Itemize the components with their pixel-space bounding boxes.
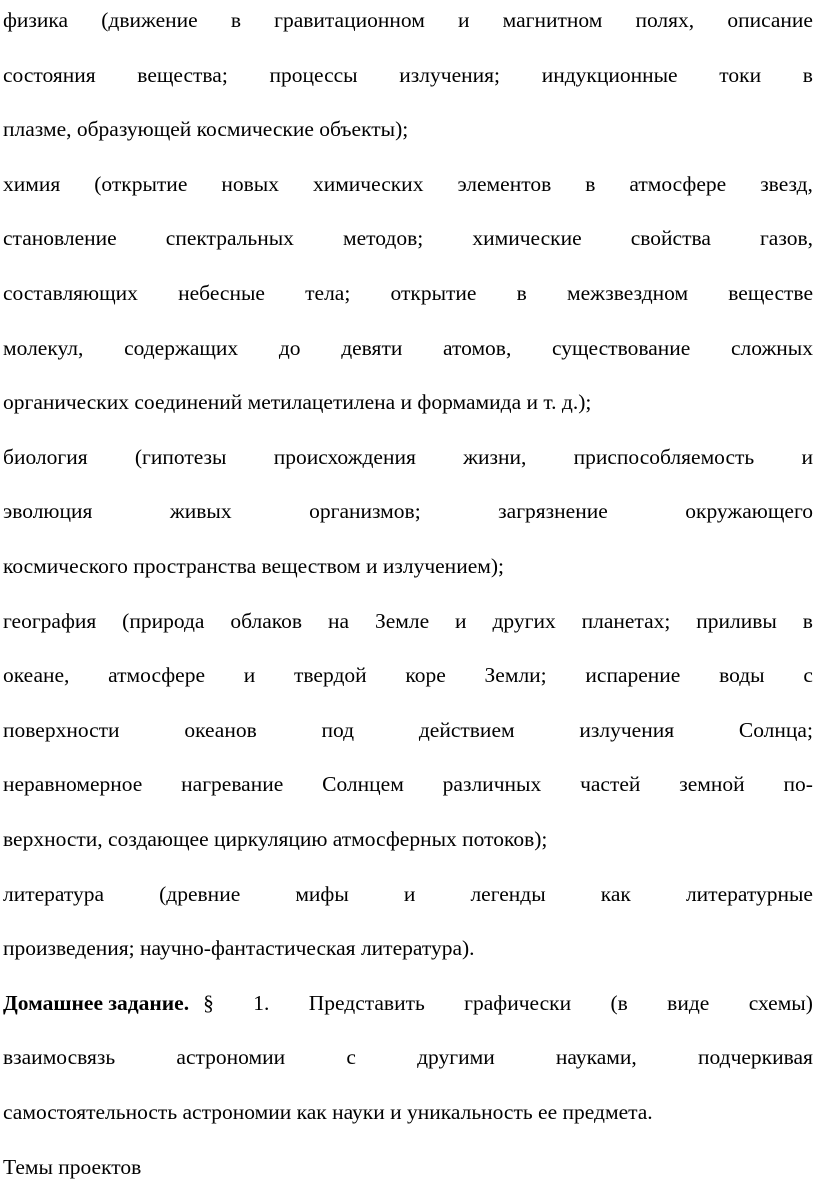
text-line: космического пространства веществом и излучением); xyxy=(3,554,504,578)
text-line: органических соединений метилацетилена и формамида и т. д.); xyxy=(3,390,592,414)
text-line: состояния вещества; процессы излучения; индукционные токи в xyxy=(3,63,813,87)
text-line: химия (открытие новых химических элементов в атмосфере звезд, xyxy=(3,172,813,196)
text-line: океане, атмосфере и твердой коре Земли; испарение воды с xyxy=(3,663,813,687)
text-line: становление спектральных методов; химические свойства газов, xyxy=(3,226,813,250)
text-line: физика (движение в гравитационном и магнитном полях, описание xyxy=(3,8,813,32)
text-line: поверхности океанов под действием излучения Солнца; xyxy=(3,718,813,742)
text-line: неравномерное нагревание Солнцем различных частей земной по- xyxy=(3,772,813,796)
projects-heading: Темы проектов xyxy=(3,1155,142,1179)
text-line: география (природа облаков на Земле и других планетах; приливы в xyxy=(3,609,813,633)
text-line: составляющих небесные тела; открытие в межзвездном веществе xyxy=(3,281,813,305)
text-line: произведения; научно-фантастическая литература). xyxy=(3,936,475,960)
text-line: литература (древние мифы и легенды как литературные xyxy=(3,882,813,906)
text-line: биология (гипотезы происхождения жизни, приспособляемость и xyxy=(3,445,813,469)
homework-label: Домашнее задание. xyxy=(3,991,190,1015)
text-line: плазме, образующей космические объекты); xyxy=(3,117,409,141)
text-line: эволюция живых организмов; загрязнение окружающего xyxy=(3,499,813,523)
homework-line xyxy=(3,986,813,1020)
text-line: верхности, создающее циркуляцию атмосферных потоков); xyxy=(3,827,548,851)
text-line: молекул, содержащих до девяти атомов, существование сложных xyxy=(3,336,813,360)
homework-text: § 1. Представить графически (в виде схемы) xyxy=(203,991,813,1015)
homework-line: самостоятельность астрономии как науки и уникальность ее предмета. xyxy=(3,1100,653,1124)
homework-line: взаимосвязь астрономии с другими науками, подчеркивая xyxy=(3,1045,813,1069)
